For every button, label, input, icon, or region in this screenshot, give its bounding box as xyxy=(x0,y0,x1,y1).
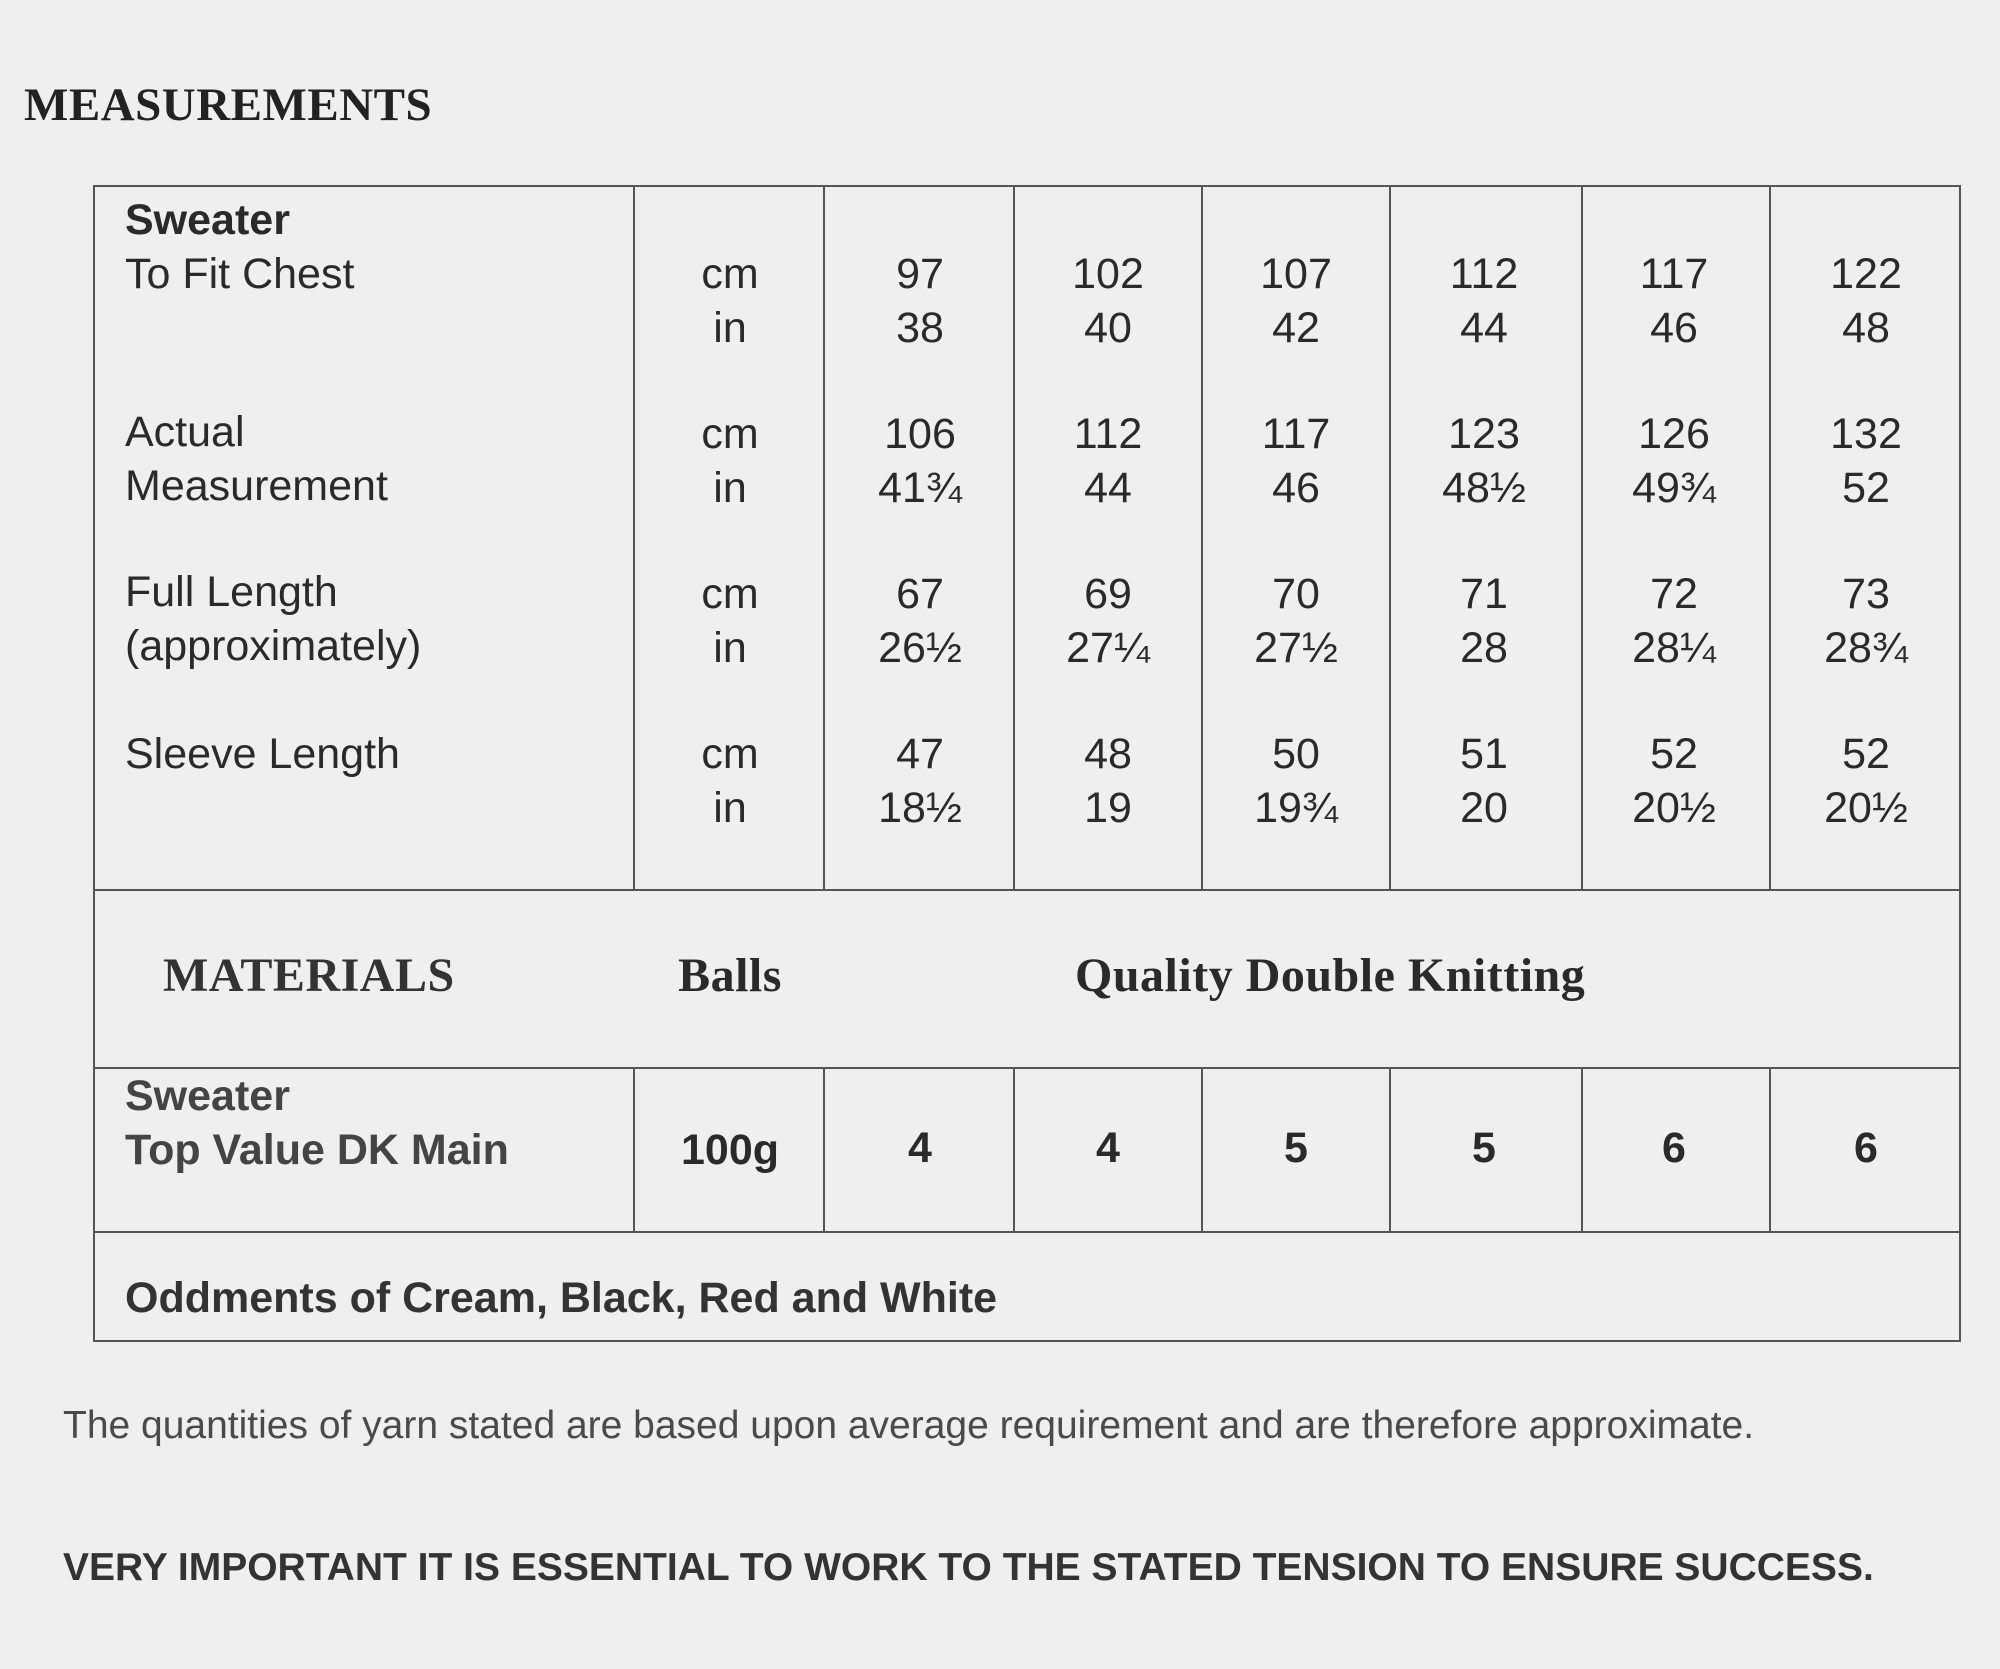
size-value-cm: 52 xyxy=(1650,730,1698,778)
page-heading: MEASUREMENTS xyxy=(24,79,433,131)
size-value-in: 48 xyxy=(1842,304,1890,352)
size-value-in: 20½ xyxy=(1632,784,1716,832)
materials-garment-label: Sweater xyxy=(125,1072,290,1120)
size-value-in: 28¼ xyxy=(1632,624,1716,672)
unit-cm: cm xyxy=(701,410,759,458)
table-divider xyxy=(95,889,1959,891)
size-value-in: 18½ xyxy=(878,784,962,832)
size-value-in: 19 xyxy=(1084,784,1132,832)
table-divider xyxy=(95,1067,1959,1069)
size-value-cm: 112 xyxy=(1449,250,1519,298)
ball-count: 5 xyxy=(1284,1124,1308,1172)
ball-count: 6 xyxy=(1854,1124,1878,1172)
size-value-in: 44 xyxy=(1460,304,1508,352)
size-value-in: 46 xyxy=(1650,304,1698,352)
unit-cm: cm xyxy=(701,250,759,298)
table-divider xyxy=(95,1231,1959,1233)
unit-in: in xyxy=(713,784,747,832)
size-value-cm: 73 xyxy=(1842,570,1890,618)
row-label: Sleeve Length xyxy=(125,730,400,778)
oddments-note: Oddments of Cream, Black, Red and White xyxy=(125,1274,998,1322)
size-value-in: 27¼ xyxy=(1066,624,1150,672)
ball-weight: 100g xyxy=(680,1126,779,1174)
ball-count: 5 xyxy=(1472,1124,1496,1172)
yarn-name-label: Top Value DK Main xyxy=(125,1126,509,1174)
measurements-table xyxy=(93,185,1961,1342)
ball-count: 4 xyxy=(908,1124,932,1172)
size-value-cm: 126 xyxy=(1638,410,1710,458)
size-value-in: 48½ xyxy=(1442,464,1526,512)
size-value-in: 49¾ xyxy=(1632,464,1716,512)
size-value-in: 19¾ xyxy=(1254,784,1338,832)
size-value-in: 46 xyxy=(1272,464,1320,512)
unit-in: in xyxy=(713,464,747,512)
size-value-cm: 72 xyxy=(1650,570,1698,618)
size-value-in: 52 xyxy=(1842,464,1890,512)
row-label: (approximately) xyxy=(125,622,422,670)
size-value-in: 41¾ xyxy=(878,464,962,512)
ball-count: 4 xyxy=(1096,1124,1120,1172)
size-value-in: 20 xyxy=(1460,784,1508,832)
size-value-in: 44 xyxy=(1084,464,1132,512)
size-value-in: 40 xyxy=(1084,304,1132,352)
ball-count: 6 xyxy=(1662,1124,1686,1172)
size-value-cm: 51 xyxy=(1460,730,1508,778)
unit-in: in xyxy=(713,624,747,672)
unit-cm: cm xyxy=(701,730,759,778)
size-value-cm: 69 xyxy=(1084,570,1132,618)
size-value-cm: 117 xyxy=(1639,250,1709,298)
unit-in: in xyxy=(713,304,747,352)
size-value-in: 28 xyxy=(1460,624,1508,672)
size-value-cm: 112 xyxy=(1073,410,1143,458)
size-value-cm: 123 xyxy=(1448,410,1520,458)
garment-label: Sweater xyxy=(125,196,290,244)
row-label: Measurement xyxy=(125,462,388,510)
size-value-cm: 106 xyxy=(884,410,956,458)
size-value-in: 27½ xyxy=(1254,624,1338,672)
size-value-cm: 48 xyxy=(1084,730,1132,778)
size-value-cm: 52 xyxy=(1842,730,1890,778)
size-value-cm: 97 xyxy=(896,250,944,298)
size-value-in: 26½ xyxy=(878,624,962,672)
size-value-cm: 132 xyxy=(1830,410,1902,458)
balls-header: Balls xyxy=(678,949,782,1002)
size-value-in: 42 xyxy=(1272,304,1320,352)
yarn-quality-header: Quality Double Knitting xyxy=(1075,949,1586,1002)
size-value-cm: 47 xyxy=(896,730,944,778)
row-label: Actual xyxy=(125,408,245,456)
row-label: To Fit Chest xyxy=(125,250,355,298)
size-value-in: 38 xyxy=(896,304,944,352)
tension-warning: VERY IMPORTANT IT IS ESSENTIAL TO WORK TO THE STATED TENSION TO ENSURE SUCCESS. xyxy=(63,1546,1874,1589)
size-value-cm: 102 xyxy=(1072,250,1144,298)
size-value-in: 20½ xyxy=(1824,784,1908,832)
size-value-cm: 122 xyxy=(1830,250,1902,298)
row-label: Full Length xyxy=(125,568,338,616)
materials-title: MATERIALS xyxy=(163,949,455,1002)
size-value-cm: 71 xyxy=(1460,570,1508,618)
size-value-cm: 70 xyxy=(1272,570,1320,618)
size-value-cm: 67 xyxy=(896,570,944,618)
size-value-cm: 50 xyxy=(1272,730,1320,778)
size-value-cm: 117 xyxy=(1261,410,1331,458)
size-value-cm: 107 xyxy=(1260,250,1332,298)
yarn-quantity-note: The quantities of yarn stated are based upon average requirement and are therefore approximate. xyxy=(63,1404,1755,1447)
size-value-in: 28¾ xyxy=(1824,624,1908,672)
unit-cm: cm xyxy=(701,570,759,618)
